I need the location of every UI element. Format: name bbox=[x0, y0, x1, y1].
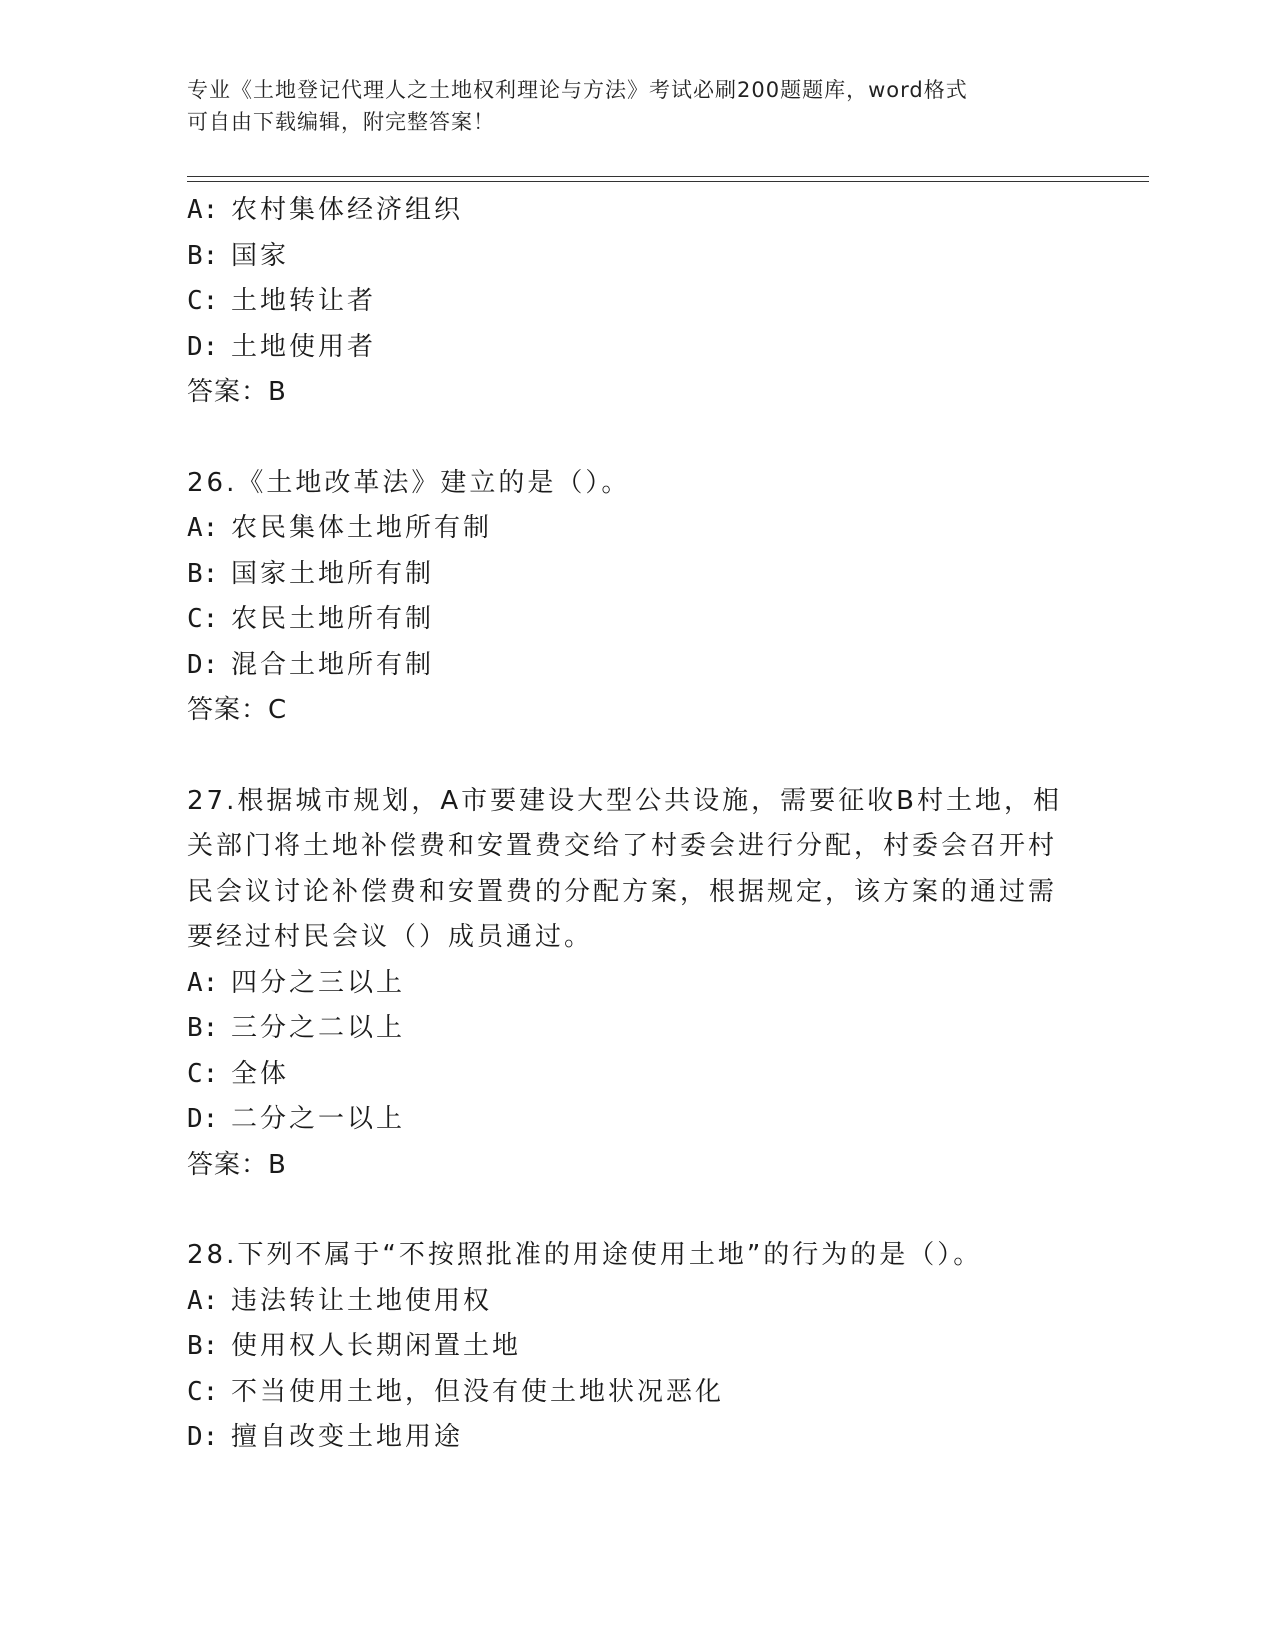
option-text: 土地转让者 bbox=[231, 286, 377, 316]
answer-line: 答案：C bbox=[187, 695, 288, 725]
option-text: 农民土地所有制 bbox=[231, 604, 435, 634]
option-letter: B: bbox=[187, 240, 219, 271]
option-letter: C: bbox=[187, 1058, 219, 1089]
option-text: 国家 bbox=[231, 240, 290, 271]
option-letter: A: bbox=[187, 967, 219, 998]
option-text: 使用权人长期闲置土地 bbox=[231, 1331, 522, 1361]
question-27 bbox=[187, 779, 1087, 1189]
option-letter: D: bbox=[187, 1422, 219, 1452]
option-text: 农村集体经济组织 bbox=[231, 195, 464, 225]
option-letter: A: bbox=[187, 513, 219, 543]
option-letter: D: bbox=[187, 331, 219, 362]
option-b bbox=[187, 1324, 1087, 1370]
option-b bbox=[187, 1006, 1087, 1052]
option-d bbox=[187, 1097, 1087, 1143]
option-text: 三分之二以上 bbox=[231, 1013, 406, 1043]
option-text: 擅自改变土地用途 bbox=[231, 1422, 464, 1452]
option-letter: C: bbox=[187, 286, 219, 316]
option-b bbox=[187, 234, 1087, 280]
option-text: 国家土地所有制 bbox=[231, 558, 435, 589]
question-stem: 26.《土地改革法》建立的是（）。 bbox=[187, 467, 631, 498]
option-a bbox=[187, 188, 1087, 234]
option-letter: A: bbox=[187, 1285, 219, 1316]
option-a bbox=[187, 961, 1087, 1007]
option-letter: A: bbox=[187, 195, 219, 225]
header-line-1: 专业《土地登记代理人之土地权利理论与方法》考试必刷200题题库，word格式 bbox=[187, 78, 968, 102]
option-letter: D: bbox=[187, 649, 219, 680]
option-letter: C: bbox=[187, 1376, 219, 1407]
option-text: 混合土地所有制 bbox=[231, 649, 435, 680]
option-letter: C: bbox=[187, 604, 219, 634]
option-d bbox=[187, 325, 1087, 371]
option-d bbox=[187, 1415, 1087, 1461]
option-d bbox=[187, 643, 1087, 689]
question-28 bbox=[187, 1233, 1087, 1461]
header-rule-bottom bbox=[187, 181, 1149, 182]
option-text: 土地使用者 bbox=[231, 331, 377, 362]
stem-line-4: 要经过村民会议（）成员通过。 bbox=[187, 922, 594, 952]
header-line-2: 可自由下载编辑，附完整答案！ bbox=[187, 110, 495, 134]
option-text: 全体 bbox=[231, 1058, 290, 1089]
option-letter: B: bbox=[187, 558, 219, 589]
option-text: 四分之三以上 bbox=[231, 967, 406, 998]
stem-line-1: 27.根据城市规划，A市要建设大型公共设施，需要征收B村土地，相 bbox=[187, 785, 1062, 816]
option-c bbox=[187, 1370, 1087, 1416]
question-stem bbox=[187, 779, 1067, 961]
option-b bbox=[187, 552, 1087, 598]
option-letter: B: bbox=[187, 1331, 219, 1361]
option-a bbox=[187, 506, 1087, 552]
answer-line: 答案：B bbox=[187, 1149, 287, 1180]
answer-line: 答案：B bbox=[187, 377, 287, 407]
option-text: 农民集体土地所有制 bbox=[231, 513, 493, 543]
option-c bbox=[187, 597, 1087, 643]
option-letter: B: bbox=[187, 1013, 219, 1043]
question-25 bbox=[187, 188, 1087, 416]
question-stem: 28.下列不属于“不按照批准的用途使用土地”的行为的是（）。 bbox=[187, 1240, 983, 1270]
header-rule-top bbox=[187, 176, 1149, 177]
option-text: 二分之一以上 bbox=[231, 1104, 406, 1134]
option-c bbox=[187, 1052, 1087, 1098]
option-text: 违法转让土地使用权 bbox=[231, 1285, 493, 1316]
option-c bbox=[187, 279, 1087, 325]
stem-line-2: 关部门将土地补偿费和安置费交给了村委会进行分配，村委会召开村 bbox=[187, 831, 1058, 861]
option-letter: D: bbox=[187, 1104, 219, 1134]
document-header bbox=[187, 74, 1087, 138]
question-26 bbox=[187, 461, 1087, 734]
stem-line-3: 民会议讨论补偿费和安置费的分配方案，根据规定，该方案的通过需 bbox=[187, 876, 1058, 907]
option-a bbox=[187, 1279, 1087, 1325]
option-text: 不当使用土地，但没有使土地状况恶化 bbox=[231, 1376, 725, 1407]
question-list bbox=[187, 188, 1087, 1506]
